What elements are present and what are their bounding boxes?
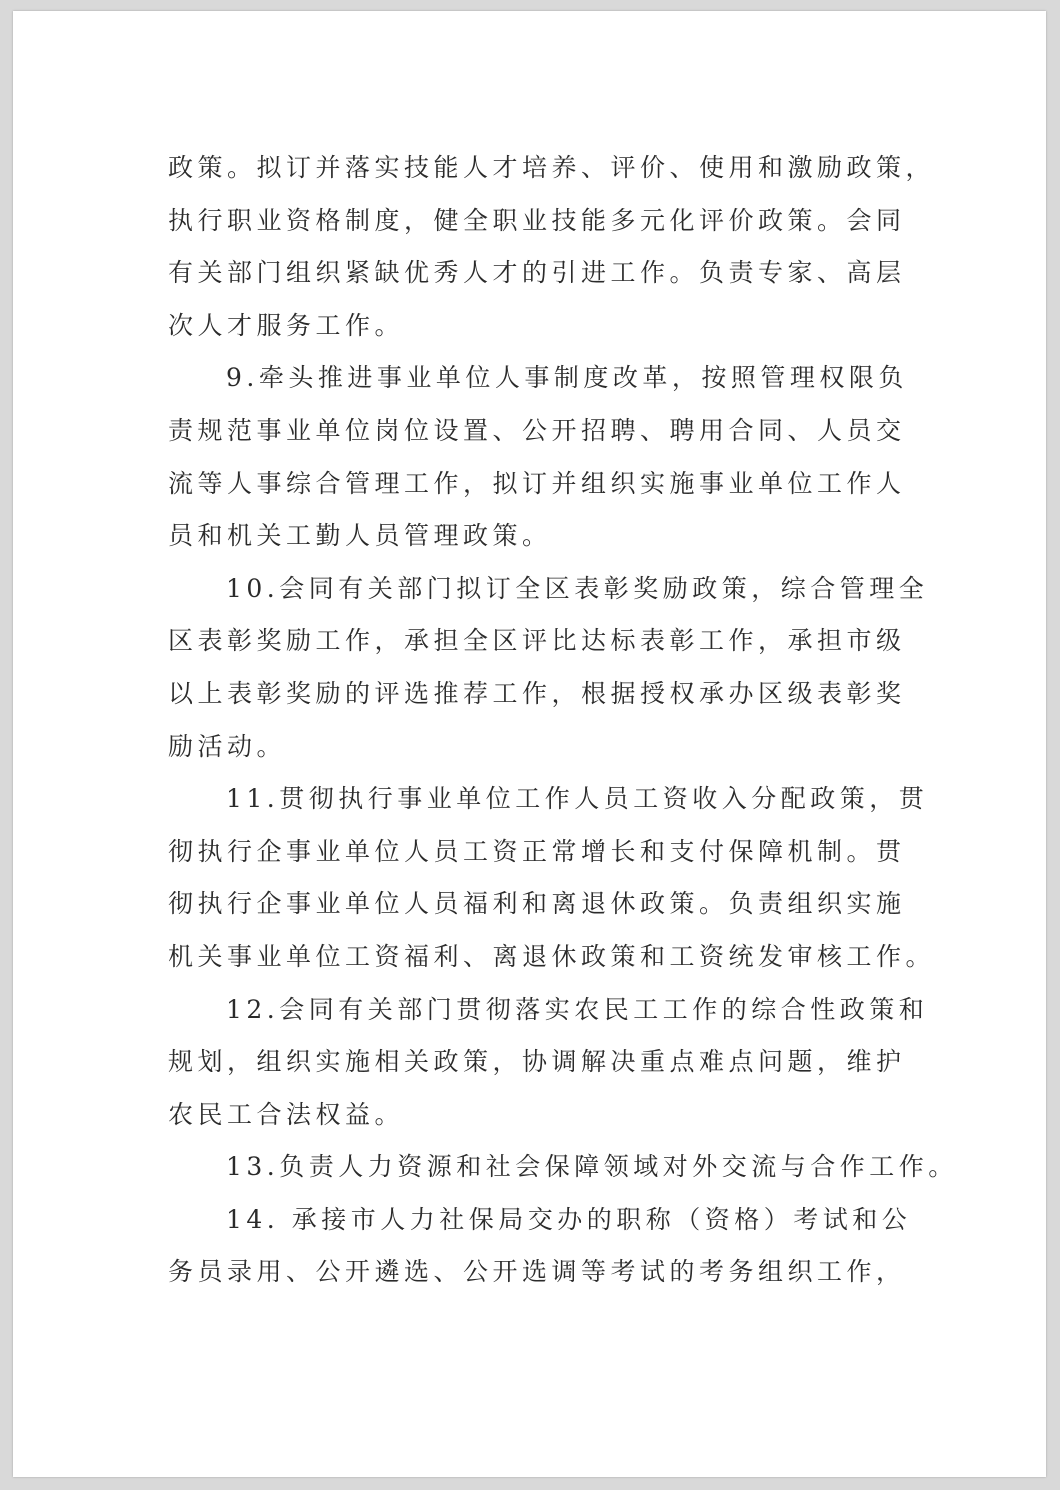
- paragraph-start-line: 13.负责人力资源和社会保障领域对外交流与合作工作。: [226, 1152, 958, 1182]
- text-line: 机关事业单位工资福利、离退休政策和工资统发审核工作。: [168, 941, 936, 971]
- text-line: 彻执行企事业单位人员工资正常增长和支付保障机制。贯: [168, 836, 906, 866]
- document-page: [13, 11, 1046, 1477]
- text-line: 以上表彰奖励的评选推荐工作，根据授权承办区级表彰奖: [168, 678, 906, 708]
- text-line: 农民工合法权益。: [168, 1099, 405, 1129]
- paragraph-start-line: 12.会同有关部门贯彻落实农民工工作的综合性政策和: [226, 994, 929, 1024]
- text-line: 区表彰奖励工作，承担全区评比达标表彰工作，承担市级: [168, 626, 906, 656]
- paragraph-start-line: 11.贯彻执行事业单位工作人员工资收入分配政策，贯: [226, 784, 929, 814]
- text-line: 流等人事综合管理工作，拟订并组织实施事业单位工作人: [168, 468, 906, 498]
- text-line: 务员录用、公开遴选、公开选调等考试的考务组织工作，: [168, 1257, 906, 1287]
- text-line: 次人才服务工作。: [168, 310, 405, 340]
- text-line: 有关部门组织紧缺优秀人才的引进工作。负责专家、高层: [168, 258, 906, 288]
- text-line: 励活动。: [168, 731, 287, 761]
- text-line: 彻执行企事业单位人员福利和离退休政策。负责组织实施: [168, 889, 906, 919]
- paragraph-start-line: 10.会同有关部门拟订全区表彰奖励政策，综合管理全: [226, 573, 929, 603]
- text-line: 员和机关工勤人员管理政策。: [168, 521, 552, 551]
- paragraph-start-line: 9.牵头推进事业单位人事制度改革，按照管理权限负: [226, 363, 908, 393]
- document-body: [168, 148, 958, 1305]
- text-line: 执行职业资格制度，健全职业技能多元化评价政策。会同: [168, 205, 906, 235]
- text-line: 政策。拟订并落实技能人才培养、评价、使用和激励政策，: [168, 153, 936, 182]
- text-line: 规划，组织实施相关政策，协调解决重点难点问题，维护: [168, 1047, 906, 1077]
- paragraph-start-line: 14. 承接市人力社保局交办的职称（资格）考试和公: [226, 1204, 912, 1234]
- text-line: 责规范事业单位岗位设置、公开招聘、聘用合同、人员交: [168, 415, 906, 445]
